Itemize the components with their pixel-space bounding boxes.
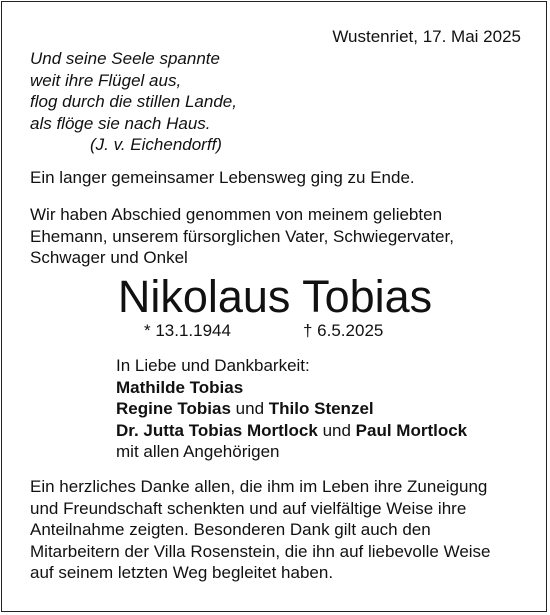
thanks-line: und Freundschaft schenkten und auf vielfältige Weise ihre (30, 498, 467, 518)
death-date: † 6.5.2025 (303, 321, 384, 340)
mourner-name: Paul Mortlock (355, 420, 468, 440)
farewell-line: Wir haben Abschied genommen von meinem geliebten (30, 205, 443, 224)
poem-attribution: (J. v. Eichendorff) (90, 135, 222, 154)
intro-text: Ein langer gemeinsamer Lebensweg ging zu Ende. (30, 168, 415, 187)
mourners-heading: In Liebe und Dankbarkeit: (116, 356, 310, 375)
poem (30, 48, 237, 156)
poem-line: als flöge sie nach Haus. (30, 113, 211, 133)
mourner-name: Regine Tobias (116, 399, 231, 418)
mourners-closing: mit allen Angehörigen (116, 442, 280, 461)
mourners-list (116, 355, 467, 463)
thanks-line: Anteilnahme zeigten. Besonderen Dank gilt auch den (30, 520, 431, 539)
thanks-text (30, 476, 491, 584)
conjunction: und (322, 420, 351, 440)
place-date: Wustenriet, 17. Mai 2025 (332, 27, 521, 46)
farewell-line: Schwager und Onkel (30, 248, 188, 267)
mourner-name: Thilo Stenzel (268, 399, 374, 418)
deceased-name: Nikolaus Tobias (117, 271, 433, 322)
farewell-line: Ehemann, unserem fürsorglichen Vater, Schwiegervater, (30, 226, 454, 246)
mourner-name: Mathilde Tobias (116, 377, 244, 397)
mourner-name: Dr. Jutta Tobias Mortlock (116, 420, 318, 440)
thanks-line: auf seinem letzten Weg begleitet haben. (30, 563, 334, 582)
poem-line: flog durch die stillen Lande, (30, 92, 237, 111)
conjunction: und (235, 399, 265, 418)
farewell-text (30, 204, 454, 269)
poem-line: Und seine Seele spannte (30, 49, 220, 68)
birth-date: * 13.1.1944 (144, 321, 231, 340)
thanks-line: Ein herzliches Danke allen, die ihm im Leben ihre Zuneigung (30, 477, 488, 496)
thanks-line: Mitarbeitern der Villa Rosenstein, die ihn auf liebevolle Weise (30, 541, 491, 561)
poem-line: weit ihre Flügel aus, (30, 70, 182, 90)
